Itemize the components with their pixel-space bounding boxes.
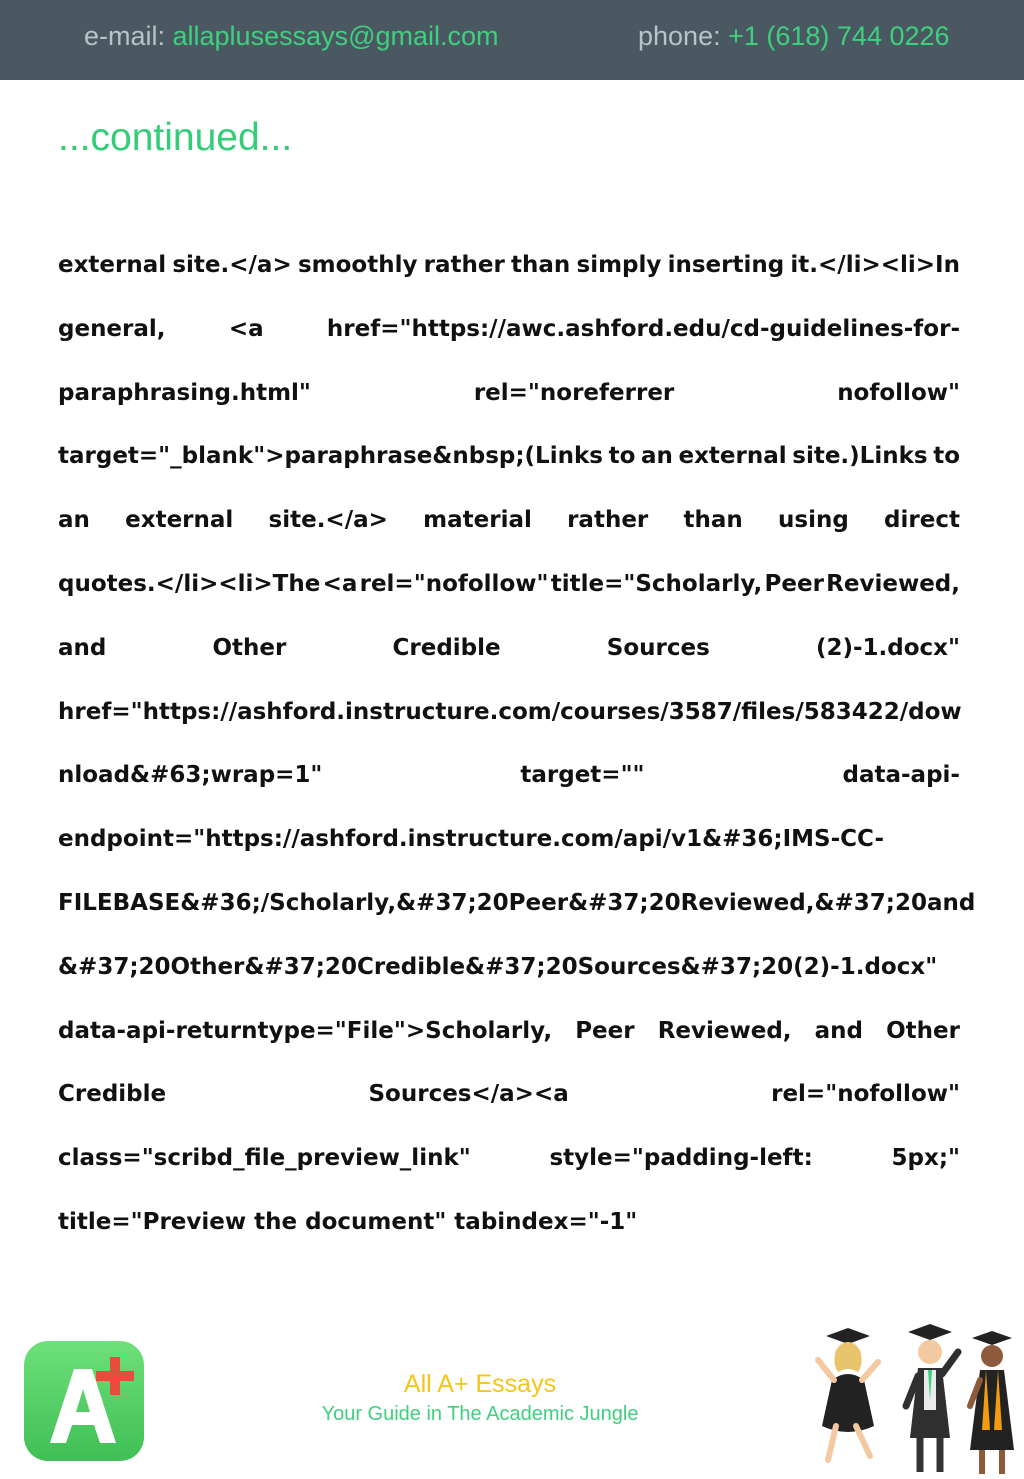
header-bar	[0, 0, 1024, 80]
body-word: and	[814, 1017, 864, 1044]
phone-contact	[638, 19, 950, 53]
body-word: rather	[567, 507, 649, 534]
body-word: using	[778, 507, 849, 534]
body-word: Peer	[575, 1017, 635, 1044]
body-word: and	[58, 634, 107, 661]
body-word: paraphrasing.html"	[58, 379, 311, 406]
brand-tagline: Your Guide in The Academic Jungle	[321, 1403, 639, 1425]
body-word: external	[58, 252, 167, 278]
email-link[interactable]: allaplusessays@gmail.com	[172, 21, 499, 51]
body-word: nload&#63;wrap=1"	[58, 762, 323, 789]
body-word: to	[933, 443, 960, 470]
body-word: class="scribd_file_preview_link"	[58, 1145, 471, 1172]
body-word: external	[125, 507, 234, 534]
body-word: Other	[212, 634, 287, 661]
email-contact	[84, 19, 499, 53]
body-word: rather	[423, 252, 505, 278]
body-word: rel="nofollow"	[771, 1081, 960, 1108]
body-word: simply	[576, 252, 662, 278]
body-word: 5px;"	[891, 1145, 960, 1172]
body-word: <a	[322, 570, 358, 597]
body-line	[58, 298, 960, 362]
body-word: href="https://awc.ashford.edu/cd-guidelines-for-	[326, 315, 960, 342]
body-word: quotes.</li><li>The	[58, 570, 321, 597]
body-word: an	[640, 443, 673, 470]
body-word: Reviewed,	[826, 570, 960, 597]
body-word: general,	[58, 315, 166, 342]
body-word: site.</a>	[268, 507, 388, 534]
phone-link[interactable]: +1 (618) 744 0226	[728, 21, 950, 51]
body-word: Credible	[58, 1081, 167, 1108]
body-word: external	[678, 443, 787, 470]
body-word: title="Scholarly,	[550, 570, 763, 597]
body-word: smoothly	[297, 252, 418, 278]
body-line: endpoint="https://ashford.instructure.com/api/v1&#36;IMS-CC-	[58, 826, 884, 853]
body-line: &#37;20Other&#37;20Credible&#37;20Sources&#37;20(2)-1.docx"	[58, 953, 938, 980]
body-line	[58, 1127, 960, 1191]
body-word: nofollow"	[837, 379, 960, 406]
body-line	[58, 234, 960, 298]
graduate-left-figure	[818, 1328, 878, 1460]
graduates-illustration	[812, 1320, 1024, 1479]
body-word: style="padding-left:	[549, 1145, 813, 1172]
body-word: material	[423, 507, 532, 534]
a-plus-logo-icon	[22, 1339, 146, 1463]
body-line: title="Preview the document" tabindex="-1"	[58, 1208, 638, 1235]
body-word: inserting	[667, 252, 785, 278]
body-word: Credible	[392, 634, 501, 661]
body-word: Sources	[606, 634, 710, 661]
body-word: an	[58, 507, 90, 534]
email-label: e-mail:	[84, 21, 173, 51]
body-word: (2)-1.docx"	[815, 634, 960, 661]
body-line: href="https://ashford.instructure.com/courses/3587/files/583422/dow	[58, 698, 962, 725]
brand-name: All A+ Essays	[403, 1370, 557, 1398]
body-line	[58, 1063, 960, 1127]
body-word: than	[683, 507, 743, 534]
body-word: to	[608, 443, 636, 470]
body-word: <a	[228, 315, 264, 342]
body-word: data-api-	[842, 762, 960, 789]
body-word: target=""	[520, 762, 645, 789]
body-word: rel="nofollow"	[359, 570, 549, 597]
body-line	[58, 617, 960, 681]
body-word: target="_blank">paraphrase&nbsp;(Links	[58, 443, 603, 470]
body-word: direct	[884, 507, 960, 534]
body-word: Peer	[764, 570, 824, 597]
body-text	[58, 234, 976, 1255]
body-line	[58, 744, 960, 808]
body-line	[58, 1000, 960, 1064]
body-line: FILEBASE&#36;/Scholarly,&#37;20Peer&#37;20Reviewed,&#37;20and	[58, 889, 976, 916]
body-line	[58, 362, 960, 426]
body-word: it.</li><li>In	[790, 252, 960, 278]
body-line	[58, 489, 960, 553]
body-line	[58, 425, 960, 489]
graduate-middle-figure	[906, 1324, 958, 1472]
body-word: Other	[886, 1017, 960, 1044]
graduate-right-figure	[970, 1331, 1014, 1474]
continued-heading: ...continued...	[58, 116, 293, 159]
phone-label: phone:	[638, 21, 729, 51]
body-word: site.</a>	[172, 252, 292, 278]
body-word: site.)Links	[792, 443, 928, 470]
body-word: Reviewed,	[657, 1017, 792, 1044]
body-word: data-api-returntype="File">Scholarly,	[58, 1017, 553, 1044]
body-word: rel="noreferrer	[473, 379, 675, 406]
body-word: than	[511, 252, 571, 278]
body-line	[58, 553, 960, 617]
body-word: Sources</a><a	[368, 1081, 569, 1108]
